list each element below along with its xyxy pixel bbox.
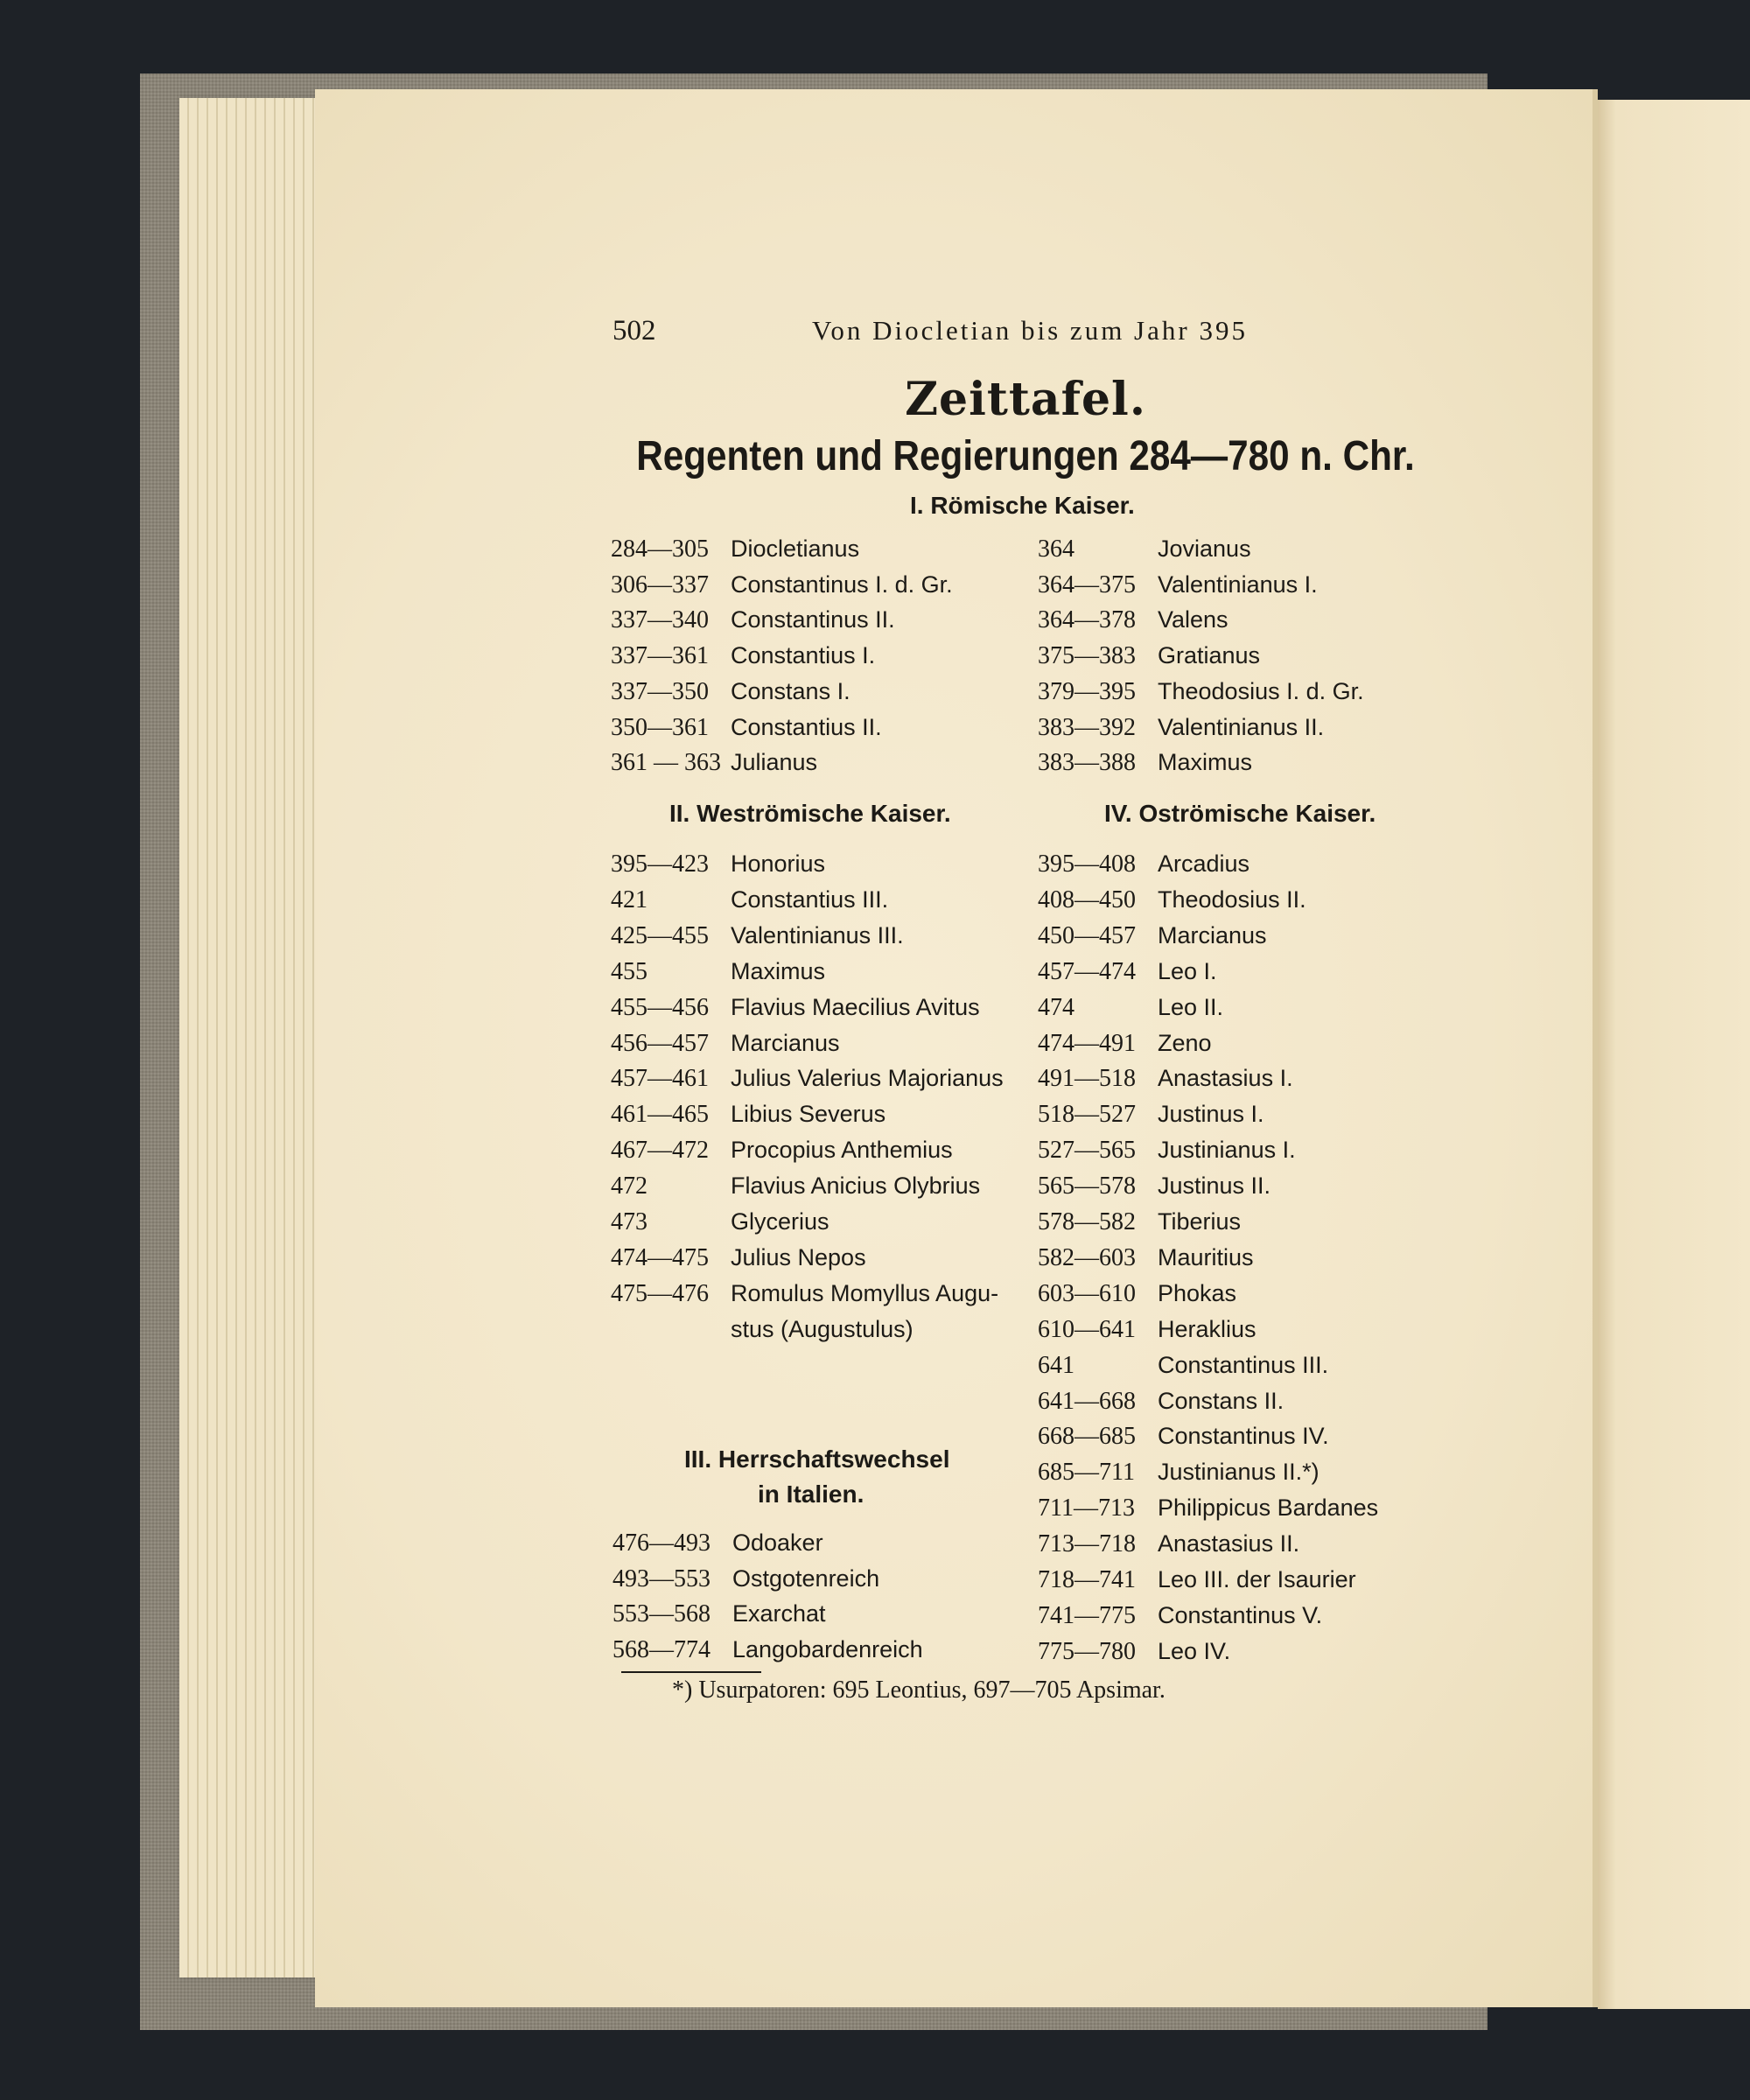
entry-name: Phokas	[1158, 1279, 1237, 1306]
entry-name: Libius Severus	[731, 1101, 886, 1128]
entry-years: 395—408	[1038, 850, 1136, 878]
entry-name: Leo III. der Isaurier	[1158, 1566, 1356, 1592]
entry-years: 641—668	[1038, 1387, 1136, 1415]
entry-name: stus (Augustulus)	[731, 1315, 914, 1342]
entry-years: 475—476	[611, 1279, 709, 1307]
entry-years: 668—685	[1038, 1423, 1136, 1451]
entry-name: Constantius I.	[731, 642, 876, 669]
entry-name: Constantinus IV.	[1158, 1423, 1329, 1450]
entry-years: 474—491	[1038, 1029, 1136, 1057]
entry-years: 603—610	[1038, 1279, 1136, 1307]
entry-name: Constans I.	[731, 677, 850, 704]
entry-name: Constantius III.	[731, 886, 889, 913]
entry-years: 306—337	[611, 570, 709, 598]
entry-name: Romulus Momyllus Augu-	[731, 1279, 999, 1306]
entry-name: Constantinus I. d. Gr.	[731, 570, 953, 598]
footnote: *) Usurpatoren: 695 Leontius, 697—705 Apsimar.	[672, 1676, 1166, 1704]
entry-years: 350—361	[611, 713, 709, 741]
entry-years: 565—578	[1038, 1172, 1136, 1200]
entry-years: 491—518	[1038, 1065, 1136, 1093]
running-head: Von Diocletian bis zum Jahr 395	[812, 315, 1248, 346]
entry-name: Valentinianus III.	[731, 921, 904, 948]
entry-years: 711—713	[1038, 1494, 1135, 1522]
section-heading-italy-line2: in Italien.	[758, 1480, 864, 1508]
entry-name: Julius Nepos	[731, 1243, 866, 1270]
entry-name: Maximus	[1158, 749, 1253, 776]
entry-name: Exarchat	[732, 1600, 826, 1628]
entry-years: 408—450	[1038, 886, 1136, 914]
entry-years: 383—388	[1038, 749, 1136, 777]
entry-years: 578—582	[1038, 1208, 1136, 1236]
entry-years: 610—641	[1038, 1315, 1136, 1343]
entry-name: Theodosius II.	[1158, 886, 1306, 913]
entry-name: Justinus I.	[1158, 1101, 1264, 1128]
entry-name: Leo I.	[1158, 957, 1217, 984]
entry-name: Langobardenreich	[732, 1636, 923, 1663]
entry-years: 467—472	[611, 1137, 709, 1165]
entry-name: Arcadius	[1158, 850, 1250, 877]
entry-years: 713—718	[1038, 1530, 1136, 1558]
entry-name: Honorius	[731, 850, 826, 877]
entry-years: 361 — 363	[611, 749, 721, 777]
footnote-rule	[621, 1671, 761, 1673]
entry-years: 741—775	[1038, 1601, 1136, 1629]
entry-years: 472	[611, 1172, 648, 1200]
entry-name: Flavius Anicius Olybrius	[731, 1172, 981, 1200]
entry-years: 641	[1038, 1351, 1074, 1379]
entry-years: 455—456	[611, 993, 709, 1021]
entry-years: 527—565	[1038, 1137, 1136, 1165]
entry-years: 685—711	[1038, 1459, 1135, 1487]
section-heading-roman: I. Römische Kaiser.	[910, 492, 1135, 519]
entry-years: 337—350	[611, 677, 709, 705]
entry-name: Constantius II.	[731, 713, 882, 740]
entry-name: Glycerius	[731, 1208, 830, 1235]
entry-name: Justinianus I.	[1158, 1137, 1296, 1164]
entry-years: 553—568	[612, 1600, 710, 1628]
entry-years: 337—340	[611, 606, 709, 634]
entry-name: Marcianus	[731, 1029, 840, 1056]
entry-name: Valentinianus II.	[1158, 713, 1325, 740]
entry-name: Marcianus	[1158, 921, 1267, 948]
entry-name: Valentinianus I.	[1158, 570, 1318, 598]
entry-years: 473	[611, 1208, 648, 1236]
entry-name: Gratianus	[1158, 642, 1261, 669]
entry-name: Jovianus	[1158, 536, 1251, 562]
entry-name: Mauritius	[1158, 1243, 1254, 1270]
entry-name: Tiberius	[1158, 1208, 1242, 1235]
entry-years: 456—457	[611, 1029, 709, 1057]
entry-years: 364	[1038, 536, 1074, 563]
entry-name: Theodosius I. d. Gr.	[1158, 677, 1364, 704]
entry-name: Justinianus II.*)	[1158, 1459, 1320, 1486]
entry-years: 379—395	[1038, 677, 1136, 705]
entry-name: Justinus II.	[1158, 1172, 1271, 1200]
entry-years: 718—741	[1038, 1566, 1136, 1593]
entry-years: 568—774	[612, 1636, 710, 1664]
entry-years: 476—493	[612, 1530, 710, 1557]
entry-name: Leo IV.	[1158, 1637, 1231, 1664]
entry-years: 474	[1038, 993, 1074, 1021]
entry-name: Julianus	[731, 749, 818, 776]
entry-years: 457—474	[1038, 957, 1136, 985]
entry-name: Philippicus Bardanes	[1158, 1494, 1379, 1522]
page-title: Zeittafel.	[905, 373, 1146, 426]
entry-years: 364—378	[1038, 606, 1136, 634]
entry-years: 425—455	[611, 921, 709, 949]
entry-name: Constans II.	[1158, 1387, 1284, 1414]
entry-years: 337—361	[611, 642, 709, 670]
entry-years: 455	[611, 957, 648, 985]
entry-years: 421	[611, 886, 648, 914]
entry-years: 582—603	[1038, 1243, 1136, 1271]
entry-years: 457—461	[611, 1065, 709, 1093]
entry-years: 383—392	[1038, 713, 1136, 741]
entry-name: Valens	[1158, 606, 1228, 634]
entry-name: Constantinus II.	[731, 606, 895, 634]
entry-years: 284—305	[611, 536, 709, 563]
entry-name: Procopius Anthemius	[731, 1137, 953, 1164]
entry-name: Constantinus V.	[1158, 1601, 1323, 1628]
entry-name: Constantinus III.	[1158, 1351, 1329, 1378]
entry-years: 450—457	[1038, 921, 1136, 949]
entry-name: Diocletianus	[731, 536, 860, 562]
entry-name: Heraklius	[1158, 1315, 1256, 1342]
entry-name: Flavius Maecilius Avitus	[731, 993, 980, 1020]
entry-years: 493—553	[612, 1564, 710, 1592]
section-heading-italy-line1: III. Herrschaftswechsel	[684, 1446, 950, 1473]
entry-years: 461—465	[611, 1101, 709, 1129]
entry-name: Odoaker	[732, 1530, 823, 1556]
page-number: 502	[612, 315, 656, 346]
entry-years: 375—383	[1038, 642, 1136, 670]
entry-years: 775—780	[1038, 1637, 1136, 1665]
page-subtitle: Regenten und Regierungen 284—780 n. Chr.	[636, 433, 1415, 480]
entry-name: Anastasius I.	[1158, 1065, 1293, 1092]
entry-name: Maximus	[731, 957, 826, 984]
entry-years: 518—527	[1038, 1101, 1136, 1129]
entry-name: Julius Valerius Majorianus	[731, 1065, 1004, 1092]
entry-years: 474—475	[611, 1243, 709, 1271]
section-heading-east: IV. Oströmische Kaiser.	[1104, 800, 1376, 827]
entry-years: 395—423	[611, 850, 709, 878]
entry-name: Ostgotenreich	[732, 1564, 880, 1592]
section-heading-west: II. Weströmische Kaiser.	[669, 800, 951, 827]
entry-years: 364—375	[1038, 570, 1136, 598]
entry-name: Zeno	[1158, 1029, 1212, 1056]
entry-name: Anastasius II.	[1158, 1530, 1300, 1558]
entry-name: Leo II.	[1158, 993, 1224, 1020]
